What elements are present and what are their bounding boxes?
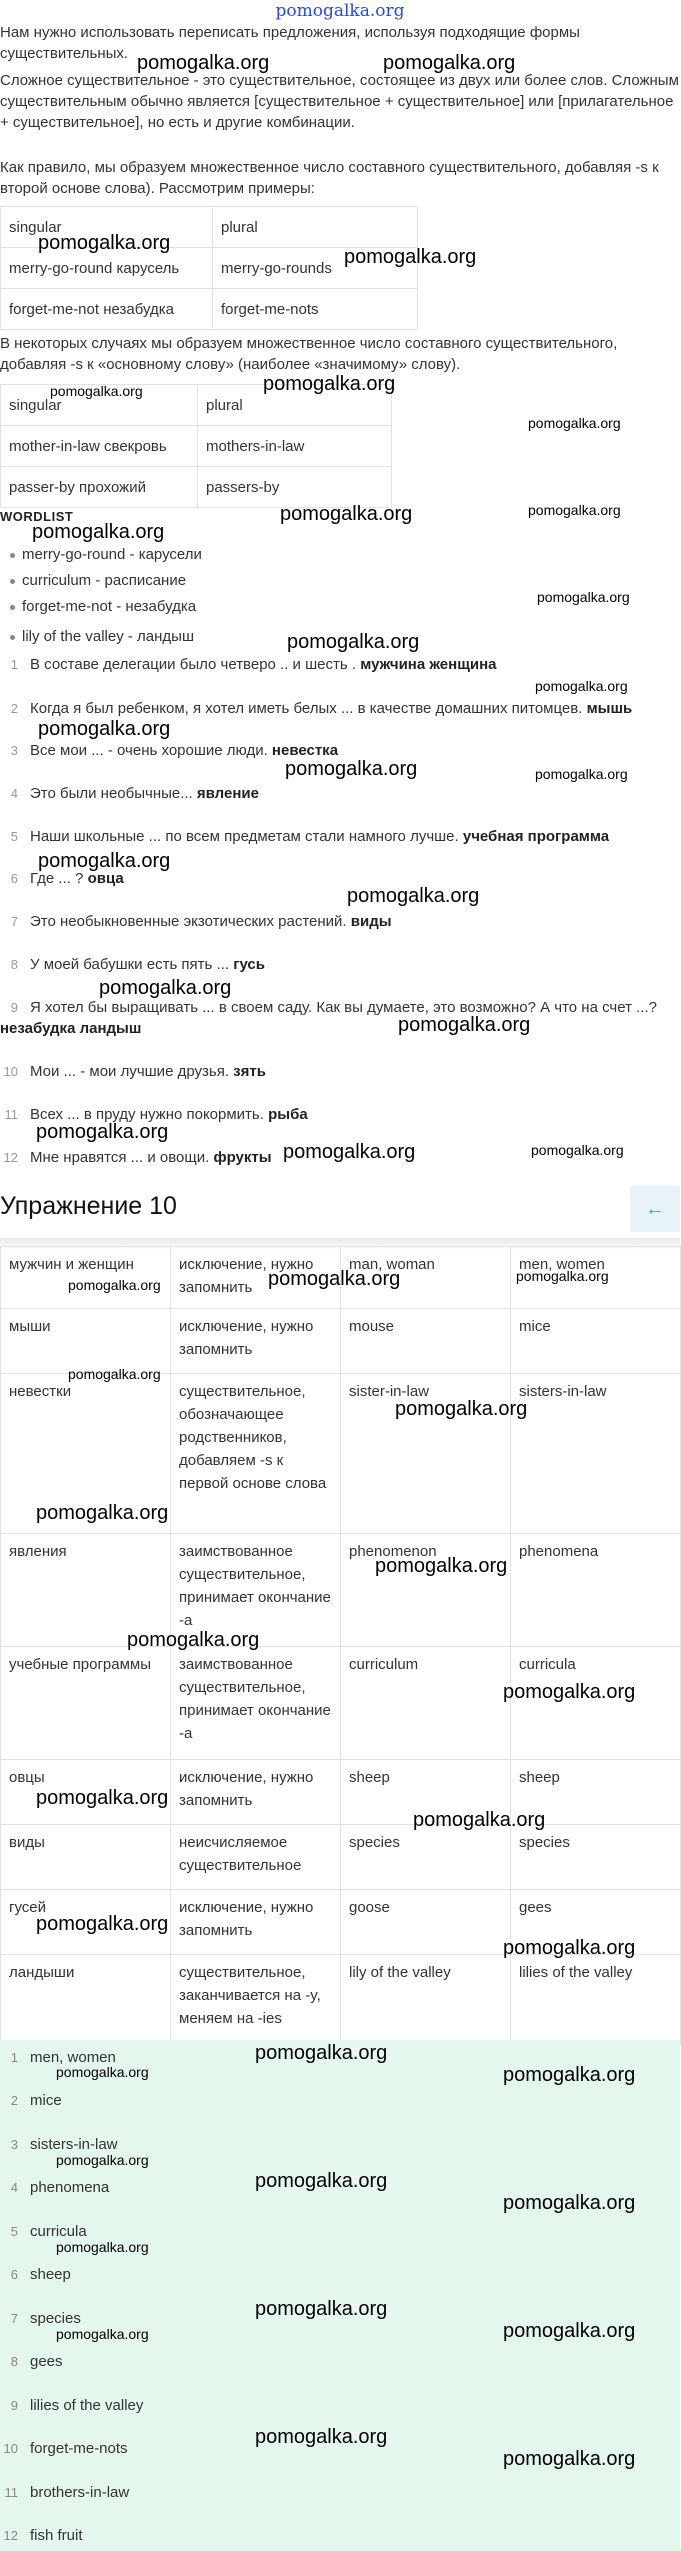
- table-cell: mice: [511, 1309, 681, 1374]
- watermark: pomogalka.org: [383, 52, 516, 74]
- watermark: pomogalka.org: [280, 503, 413, 525]
- question-hint: овца: [87, 870, 124, 887]
- table-row: [1, 467, 392, 508]
- watermark: pomogalka.org: [285, 758, 418, 780]
- question-text: У моей бабушки есть пять ...: [30, 956, 230, 973]
- table-cell: исключение, нужно запомнить: [171, 1247, 341, 1309]
- watermark: pomogalka.org: [537, 589, 630, 605]
- watermark: pomogalka.org: [36, 1121, 169, 1143]
- watermark: pomogalka.org: [503, 1937, 636, 1959]
- table-cell: passer-by прохожий: [1, 467, 198, 508]
- watermark: pomogalka.org: [344, 246, 477, 268]
- answer-number: 4: [10, 2180, 18, 2195]
- table-cell: мужчин и женщин: [1, 1247, 171, 1309]
- answer-text: men, women: [30, 2049, 116, 2066]
- watermark: pomogalka.org: [395, 1398, 528, 1420]
- table-cell: men, women: [511, 1247, 681, 1309]
- answer-text: gees: [30, 2353, 63, 2370]
- question-number: 1: [10, 657, 18, 672]
- answer-item: [0, 2526, 680, 2546]
- plural-rule-2: В некоторых случаях мы образуем множественное число составного существительного, добавляя -s к «основному слову» (наиболее «значимому» слову).: [0, 335, 618, 373]
- watermark: pomogalka.org: [68, 1277, 161, 1293]
- watermark: pomogalka.org: [263, 373, 396, 395]
- question-hint: учебная программа: [462, 828, 610, 845]
- watermark: pomogalka.org: [68, 1366, 161, 1382]
- question-hint: явление: [196, 785, 259, 802]
- watermark: pomogalka.org: [56, 2326, 149, 2342]
- plural-rule-1: Как правило, мы образуем множественное число составного существительного, добавляя -s к второй основе слова). Рассмотрим примеры:: [0, 159, 659, 197]
- list-item-label: forget-me-not - незабудка: [22, 598, 197, 615]
- table-cell: merry-go-round карусель: [1, 248, 213, 289]
- question-hint: мышь: [586, 700, 633, 717]
- watermark: pomogalka.org: [38, 850, 171, 872]
- table-cell: учебные программы: [1, 1647, 171, 1760]
- question-item: [0, 826, 680, 847]
- answer-number: 6: [10, 2267, 18, 2282]
- list-item: [10, 597, 196, 617]
- list-item-label: curriculum - расписание: [22, 572, 187, 589]
- question-item: [0, 654, 680, 675]
- watermark: pomogalka.org: [516, 1268, 609, 1284]
- table-cell: sheep: [341, 1760, 511, 1825]
- watermark: pomogalka.org: [347, 885, 480, 907]
- question-text: Это были необычные...: [30, 785, 193, 802]
- question-text: Всех ... в пруду нужно покормить.: [30, 1106, 264, 1123]
- table-cell: species: [511, 1825, 681, 1890]
- wordlist-title: WORDLIST: [0, 509, 74, 524]
- watermark: pomogalka.org: [255, 2426, 388, 2448]
- answer-number: 11: [4, 2485, 18, 2500]
- question-number: 3: [10, 743, 18, 758]
- table-cell: исключение, нужно запомнить: [171, 1760, 341, 1825]
- question-item: [0, 997, 680, 1039]
- table-cell: passers-by: [198, 467, 392, 508]
- table-cell: lilies of the valley: [511, 1955, 681, 2045]
- watermark: pomogalka.org: [36, 1502, 169, 1524]
- table-cell: gees: [511, 1890, 681, 1955]
- question-hint: невестка: [271, 742, 339, 759]
- answer-item: [0, 2352, 680, 2372]
- answer-number: 10: [3, 2441, 18, 2456]
- watermark: pomogalka.org: [528, 415, 621, 431]
- answer-text: brothers-in-law: [30, 2484, 130, 2501]
- answer-number: 12: [3, 2528, 18, 2543]
- table-cell: forget-me-not незабудка: [1, 289, 213, 330]
- table-row: [1, 1534, 681, 1647]
- watermark: pomogalka.org: [38, 718, 171, 740]
- question-text: В составе делегации было четверо .. и шесть .: [30, 656, 357, 673]
- question-number: 2: [10, 701, 18, 716]
- watermark: pomogalka.org: [255, 2298, 388, 2320]
- question-text: Это необыкновенные экзотических растений.: [30, 913, 347, 930]
- table-cell: овцы: [1, 1760, 171, 1825]
- answer-number: 9: [10, 2398, 18, 2413]
- table-cell: man, woman: [341, 1247, 511, 1309]
- question-hint: рыба: [268, 1106, 308, 1123]
- table-cell: forget-me-nots: [213, 289, 418, 330]
- table-cell: mouse: [341, 1309, 511, 1374]
- question-text: Когда я был ребенком, я хотел иметь белых ... в качестве домашних питомцев.: [30, 700, 583, 717]
- site-logo[interactable]: pomogalka.org: [275, 1, 405, 21]
- answer-number: 7: [10, 2311, 18, 2326]
- table-cell: явления: [1, 1534, 171, 1647]
- table-cell: curricula: [511, 1647, 681, 1760]
- question-hint: зять: [233, 1063, 266, 1080]
- question-hint: незабудка ландыш: [0, 1020, 142, 1037]
- question-hint: виды: [350, 913, 392, 930]
- table-row: [1, 289, 418, 330]
- example-table-2: [0, 384, 392, 508]
- answer-text: lilies of the valley: [30, 2397, 144, 2414]
- table-cell: mothers-in-law: [198, 426, 392, 467]
- answer-number: 3: [10, 2137, 18, 2152]
- answer-number: 2: [10, 2093, 18, 2108]
- question-number: 7: [10, 914, 18, 929]
- answer-text: curricula: [30, 2223, 87, 2240]
- answer-text: phenomena: [30, 2179, 110, 2196]
- answers-panel: [0, 2040, 680, 2551]
- watermark: pomogalka.org: [56, 2152, 149, 2168]
- table-cell: phenomena: [511, 1534, 681, 1647]
- answer-text: forget-me-nots: [30, 2440, 128, 2457]
- table-cell: существительное, обозначающее родственников, добавляем -s к первой основе слова: [171, 1374, 341, 1534]
- watermark: pomogalka.org: [503, 2064, 636, 2086]
- question-hint: мужчина женщина: [360, 656, 497, 673]
- watermark: pomogalka.org: [503, 2192, 636, 2214]
- table-row: [1, 1825, 681, 1890]
- table-row: [1, 1955, 681, 2045]
- table-cell: species: [341, 1825, 511, 1890]
- watermark: pomogalka.org: [50, 383, 143, 399]
- question-item: [0, 783, 680, 804]
- question-text: Наши школьные ... по всем предметам стали намного лучше.: [30, 828, 459, 845]
- table-cell: исключение, нужно запомнить: [171, 1309, 341, 1374]
- question-number: 12: [3, 1150, 18, 1165]
- question-item: [0, 911, 680, 932]
- list-item-label: lily of the valley - ландыш: [22, 628, 194, 645]
- watermark: pomogalka.org: [38, 232, 171, 254]
- watermark: pomogalka.org: [531, 1142, 624, 1158]
- table-cell: невестки: [1, 1374, 171, 1534]
- question-item: [0, 954, 680, 975]
- question-text: Все мои ... - очень хорошие люди.: [30, 742, 268, 759]
- table-row: [1, 1309, 681, 1374]
- watermark: pomogalka.org: [255, 2170, 388, 2192]
- watermark: pomogalka.org: [535, 678, 628, 694]
- watermark: pomogalka.org: [413, 1809, 546, 1831]
- answer-number: 5: [10, 2224, 18, 2239]
- question-number: 6: [10, 871, 18, 886]
- table-cell: goose: [341, 1890, 511, 1955]
- question-hint: гусь: [233, 956, 265, 973]
- table-row: [1, 426, 392, 467]
- answer-text: sheep: [30, 2266, 71, 2283]
- table-cell: ландыши: [1, 1955, 171, 2045]
- watermark: pomogalka.org: [287, 631, 420, 653]
- table-cell: исключение, нужно запомнить: [171, 1890, 341, 1955]
- list-item: [10, 571, 186, 591]
- watermark: pomogalka.org: [503, 2320, 636, 2342]
- watermark: pomogalka.org: [503, 2448, 636, 2470]
- watermark: pomogalka.org: [127, 1629, 260, 1651]
- table-cell: виды: [1, 1825, 171, 1890]
- table-cell: merry-go-rounds: [213, 248, 418, 289]
- watermark: pomogalka.org: [528, 502, 621, 518]
- watermark: pomogalka.org: [503, 1681, 636, 1703]
- answer-number: 8: [10, 2354, 18, 2369]
- question-item: [0, 1061, 680, 1082]
- question-hint: фрукты: [213, 1149, 272, 1166]
- compound-definition: Сложное существительное - это существительное, состоящее из двух или более слов. Сложным существительным обычно является [существительное + существительное] или [прилагательное + существительное], но есть и другие комбинации.: [0, 72, 679, 131]
- question-text: Мне нравятся ... и овощи.: [30, 1149, 210, 1166]
- question-number: 9: [10, 1000, 18, 1015]
- question-text: Где ... ?: [30, 870, 84, 887]
- watermark: pomogalka.org: [268, 1268, 401, 1290]
- question-number: 11: [4, 1107, 18, 1122]
- table-cell: sister-in-law: [341, 1374, 511, 1534]
- watermark: pomogalka.org: [36, 1913, 169, 1935]
- watermark: pomogalka.org: [535, 766, 628, 782]
- table-cell: заимствованное существительное, принимает окончание -a: [171, 1534, 341, 1647]
- answer-text: sisters-in-law: [30, 2136, 118, 2153]
- table-cell: plural: [213, 207, 418, 248]
- watermark: pomogalka.org: [375, 1555, 508, 1577]
- instruction-text: Нам нужно использовать переписать предложения, используя подходящие формы существительных.: [0, 24, 580, 62]
- back-button[interactable]: [630, 1186, 680, 1232]
- watermark: pomogalka.org: [56, 2239, 149, 2255]
- table-cell: mother-in-law свекровь: [1, 426, 198, 467]
- answer-item: [0, 2483, 680, 2503]
- watermark: pomogalka.org: [99, 977, 232, 999]
- answer-text: fish fruit: [30, 2527, 83, 2544]
- watermark: pomogalka.org: [398, 1014, 531, 1036]
- watermark: pomogalka.org: [56, 2064, 149, 2080]
- answer-number: 1: [10, 2050, 18, 2065]
- list-item-label: merry-go-round - карусели: [22, 546, 202, 563]
- question-number: 5: [10, 829, 18, 844]
- table-cell: lily of the valley: [341, 1955, 511, 2045]
- list-item: [10, 627, 194, 647]
- answer-item: [0, 2091, 680, 2111]
- watermark: pomogalka.org: [137, 52, 270, 74]
- table-cell: plural: [198, 385, 392, 426]
- exercise-title: Упражнение 10: [0, 1192, 177, 1220]
- list-item: [10, 545, 202, 565]
- watermark: pomogalka.org: [36, 1787, 169, 1809]
- table-cell: неисчисляемое существительное: [171, 1825, 341, 1890]
- table-cell: curriculum: [341, 1647, 511, 1760]
- watermark: pomogalka.org: [32, 521, 165, 543]
- table-cell: phenomenon: [341, 1534, 511, 1647]
- table-cell: sheep: [511, 1760, 681, 1825]
- table-cell: существительное, заканчивается на -y, меняем на -ies: [171, 1955, 341, 2045]
- answer-item: [0, 2396, 680, 2416]
- question-number: 8: [10, 957, 18, 972]
- table-cell: sisters-in-law: [511, 1374, 681, 1534]
- table-cell: гусей: [1, 1890, 171, 1955]
- question-text: Мои ... - мои лучшие друзья.: [30, 1063, 229, 1080]
- question-number: 4: [10, 786, 18, 801]
- watermark: pomogalka.org: [283, 1141, 416, 1163]
- bullet-icon: [10, 579, 15, 584]
- bullet-icon: [10, 553, 15, 558]
- answer-text: mice: [30, 2092, 62, 2109]
- table-cell: мыши: [1, 1309, 171, 1374]
- question-number: 10: [3, 1064, 18, 1079]
- table-cell: заимствованное существительное, принимает окончание -a: [171, 1647, 341, 1760]
- watermark: pomogalka.org: [255, 2042, 388, 2064]
- bullet-icon: [10, 635, 15, 640]
- arrow-left-icon: ←: [645, 1198, 665, 1220]
- answer-text: species: [30, 2310, 81, 2327]
- table-cell: singular: [1, 385, 198, 426]
- question-text: Я хотел бы выращивать ... в своем саду. Как вы думаете, это возможно? А что на счет ...?: [30, 999, 657, 1016]
- table-cell: singular: [1, 207, 213, 248]
- bullet-icon: [10, 605, 15, 610]
- answer-item: [0, 2265, 680, 2285]
- question-item: [0, 698, 680, 719]
